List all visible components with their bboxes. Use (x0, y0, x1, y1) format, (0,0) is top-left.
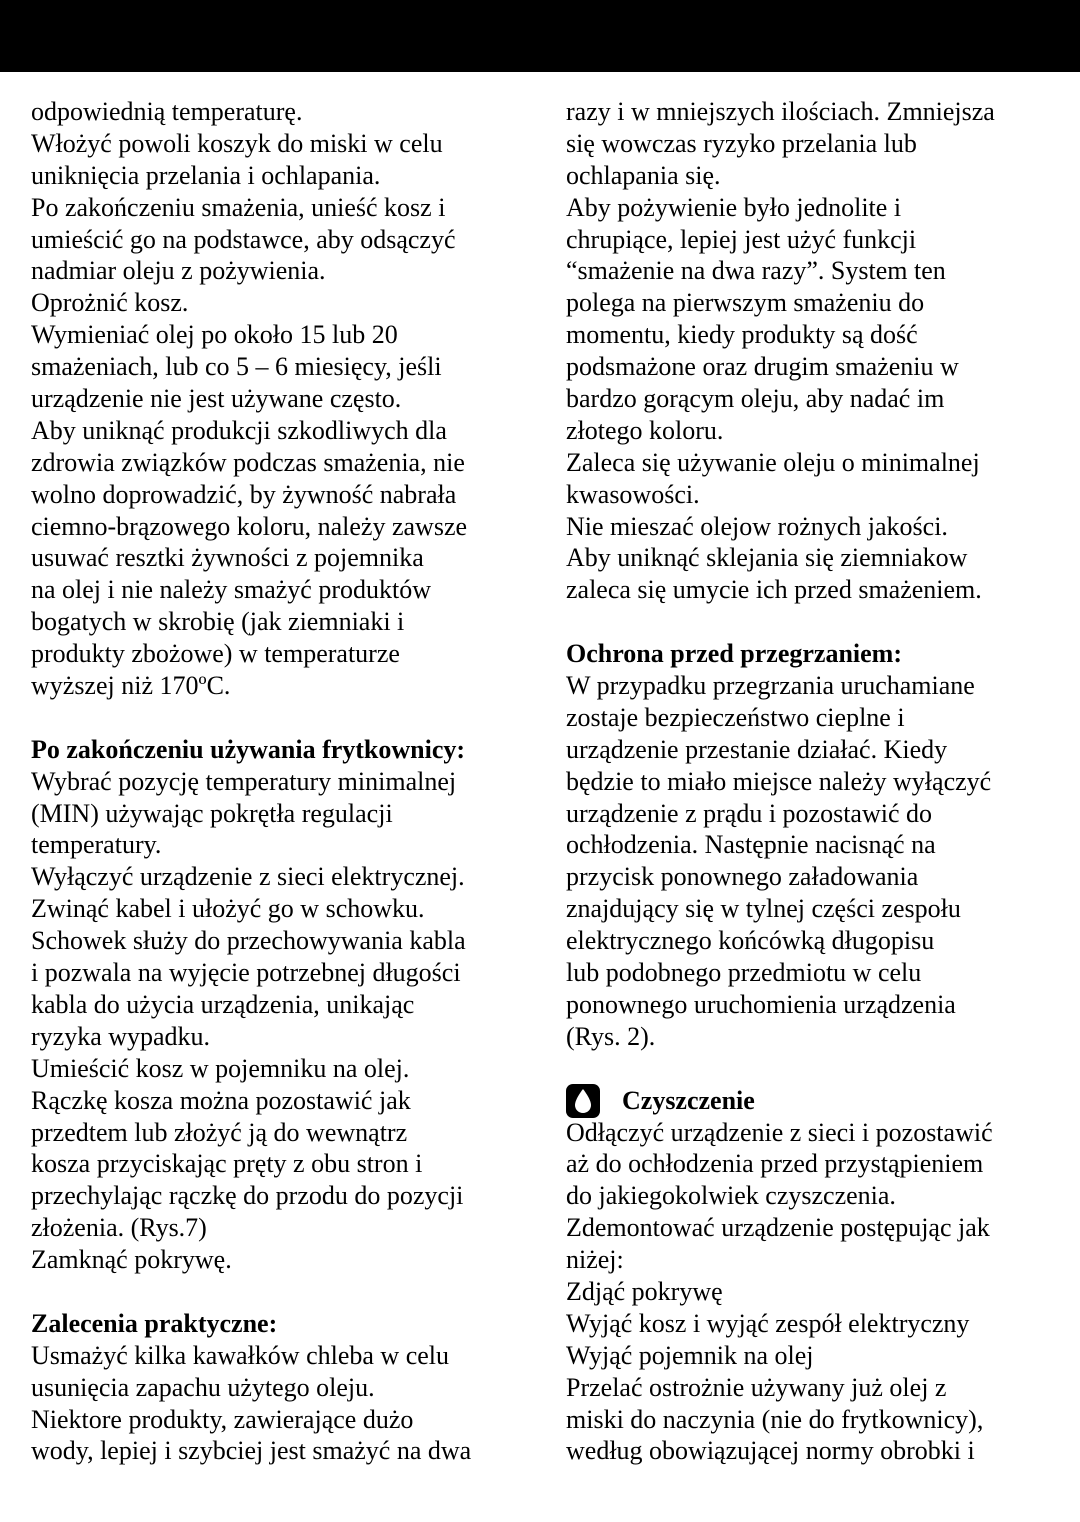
text-line: bogatych w skrobię (jak ziemniaki i (31, 607, 405, 637)
text-line: Wybrać pozycję temperatury minimalnej (31, 766, 457, 796)
text-line: Zdemontować urządzenie postępując jak (566, 1213, 990, 1243)
text-line: momentu, kiedy produkty są dość (566, 320, 918, 350)
text-line: Usmażyć kilka kawałków chleba w celu (31, 1340, 450, 1370)
text-line: urządzenie nie jest używane często. (31, 384, 402, 414)
text-line: Przelać ostrożnie używany już olej z (566, 1372, 947, 1402)
text-line: Zwinąć kabel i ułożyć go w schowku. (31, 894, 425, 924)
text-line: Aby uniknąć sklejania się ziemniakow (566, 543, 968, 573)
text-line: złotego koloru. (566, 415, 724, 445)
text-line: zostaje bezpieczeństwo cieplne i (566, 702, 905, 732)
text-line: zdrowia związków podczas smażenia, nie (31, 447, 465, 477)
text-line: kabla do użycia urządzenia, unikając (31, 989, 415, 1019)
text-line: się wowczas ryzyko przelania lub (566, 128, 917, 158)
right-column (566, 96, 1066, 1467)
text-line: ochlapania się. (566, 160, 721, 190)
text-line: Po zakończeniu smażenia, unieść kosz i (31, 192, 446, 222)
text-line: uniknięcia przelania i ochlapania. (31, 160, 381, 190)
text-line: Schowek służy do przechowywania kabla (31, 926, 466, 956)
text-line: elektrycznego końcówką długopisu (566, 926, 935, 956)
text-line: znajdujący się w tylnej części zespołu (566, 894, 961, 924)
text-line: według obowiązującej normy obrobki i (566, 1436, 975, 1466)
text-line: kosza przyciskając pręty z obu stron i (31, 1149, 423, 1179)
text-line: chrupiące, lepiej jest użyć funkcji (566, 224, 917, 254)
text-line: przechylając rączkę do przodu do pozycji (31, 1181, 464, 1211)
text-line: W przypadku przegrzania uruchamiane (566, 671, 975, 701)
text-line: zaleca się umycie ich przed smażeniem. (566, 575, 982, 605)
text-line: urządzenie przestanie działać. Kiedy (566, 734, 948, 764)
text-line: Zaleca się używanie oleju o minimalnej (566, 447, 980, 477)
text-line: do jakiegokolwiek czyszczenia. (566, 1181, 896, 1211)
heading-overheat-protection: Ochrona przed przegrzaniem: (566, 639, 902, 669)
text-line: Odłączyć urządzenie z sieci i pozostawić (566, 1117, 993, 1147)
text-line: kwasowości. (566, 479, 700, 509)
text-line: podsmażone oraz drugim smażeniu w (566, 352, 959, 382)
left-paragraph-2 (31, 766, 546, 1276)
text-line: urządzenie z prądu i pozostawić do (566, 798, 933, 828)
text-line: Zamknąć pokrywę. (31, 1245, 232, 1275)
text-line: ochłodzenia. Następnie nacisnąć na (566, 830, 936, 860)
left-paragraph-1 (31, 96, 546, 702)
text-line: przedtem lub złożyć ją do wewnątrz (31, 1117, 408, 1147)
text-line: odpowiednią temperaturę. (31, 97, 303, 126)
text-line: Aby pożywienie było jednolite i (566, 192, 902, 222)
text-line: Oprożnić kosz. (31, 288, 189, 318)
heading-cleaning-row (566, 1085, 1066, 1117)
right-paragraph-3 (566, 1117, 1066, 1468)
text-line: będzie to miało miejsce należy wyłączyć (566, 766, 992, 796)
right-paragraph-2 (566, 670, 1066, 1053)
text-line: umieścić go na podstawce, aby odsączyć (31, 224, 456, 254)
text-line: bardzo gorącym oleju, aby nadać im (566, 384, 945, 414)
text-line: polega na pierwszym smażeniu do (566, 288, 925, 318)
text-line: (MIN) używając pokrętła regulacji (31, 798, 393, 828)
text-line: ciemno-brązowego koloru, należy zawsze (31, 511, 468, 541)
text-line: złożenia. (Rys.7) (31, 1213, 207, 1243)
text-line: Wyłączyć urządzenie z sieci elektrycznej. (31, 862, 465, 892)
text-line: temperatury. (31, 830, 162, 860)
text-line: na olej i nie należy smażyć produktów (31, 575, 431, 605)
text-line: Włożyć powoli koszyk do miski w celu (31, 128, 443, 158)
text-line: Nie mieszać olejow rożnych jakości. (566, 511, 948, 541)
text-line: usuwać resztki żywności z pojemnika (31, 543, 424, 573)
right-paragraph-1 (566, 96, 1066, 606)
text-line: Umieścić kosz w pojemniku na olej. (31, 1053, 410, 1083)
spacer (31, 702, 546, 734)
spacer (566, 1053, 1066, 1085)
text-line: smażeniach, lub co 5 – 6 miesięcy, jeśli (31, 352, 442, 382)
text-line: przycisk ponownego załadowania (566, 862, 919, 892)
text-line: aż do ochłodzenia przed przystąpieniem (566, 1149, 984, 1179)
text-line: wyższej niż 170ºC. (31, 671, 231, 701)
text-line: Niektore produkty, zawierające dużo (31, 1404, 414, 1434)
left-paragraph-3 (31, 1340, 546, 1468)
text-line: usunięcia zapachu użytego oleju. (31, 1372, 375, 1402)
text-line: i pozwala na wyjęcie potrzebnej długości (31, 958, 461, 988)
heading-after-use: Po zakończeniu używania frytkownicy: (31, 734, 466, 764)
text-line: razy i w mniejszych ilościach. Zmniejsza (566, 97, 995, 126)
text-line: produkty zbożowe) w temperaturze (31, 639, 400, 669)
spacer (31, 1276, 546, 1308)
text-line: lub podobnego przedmiotu w celu (566, 958, 922, 988)
heading-cleaning: Czyszczenie (622, 1085, 755, 1115)
text-line: Wyjąć kosz i wyjąć zespół elektryczny (566, 1308, 970, 1338)
text-line: wody, lepiej i szybciej jest smażyć na dwa (31, 1436, 472, 1466)
text-line: Zdjąć pokrywę (566, 1276, 723, 1306)
heading-practical-tips: Zalecenia praktyczne: (31, 1308, 278, 1338)
text-line: miski do naczynia (nie do frytkownicy), (566, 1404, 984, 1434)
text-line: Wyjąć pojemnik na olej (566, 1340, 814, 1370)
water-drop-icon (566, 1084, 600, 1118)
text-line: niżej: (566, 1245, 624, 1275)
text-line: Wymieniać olej po około 15 lub 20 (31, 320, 398, 350)
left-column (31, 96, 546, 1467)
top-black-bar (0, 0, 1080, 72)
text-line: (Rys. 2). (566, 1021, 656, 1051)
text-line: nadmiar oleju z pożywienia. (31, 256, 326, 286)
text-line: ponownego uruchomienia urządzenia (566, 989, 956, 1019)
text-line: Rączkę kosza można pozostawić jak (31, 1085, 411, 1115)
text-line: ryzyka wypadku. (31, 1021, 211, 1051)
text-line: “smażenie na dwa razy”. System ten (566, 256, 946, 286)
text-line: wolno doprowadzić, by żywność nabrała (31, 479, 457, 509)
text-line: Aby uniknąć produkcji szkodliwych dla (31, 415, 447, 445)
spacer (566, 606, 1066, 638)
